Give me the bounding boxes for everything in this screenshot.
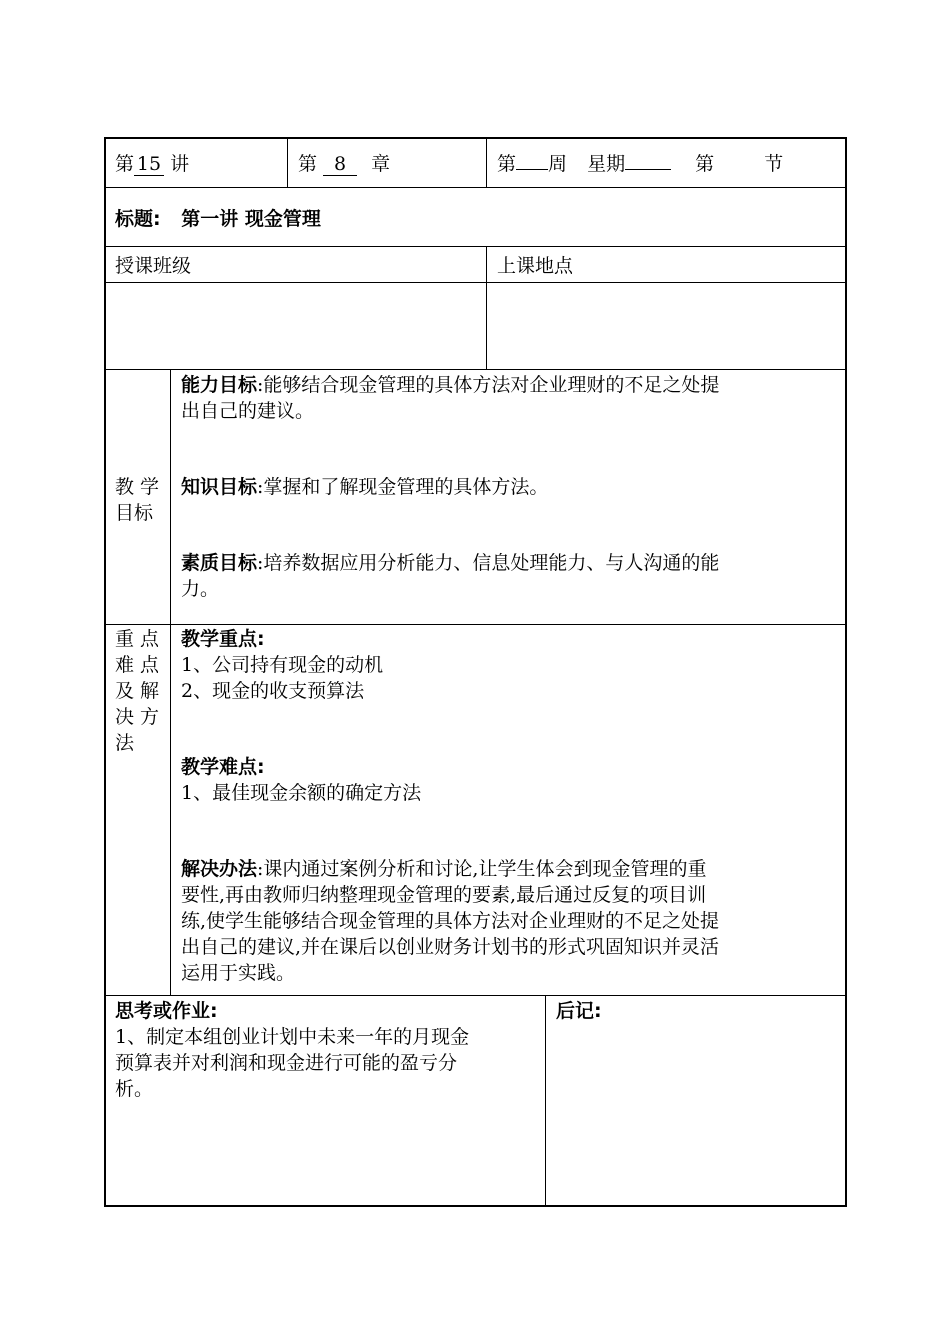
objectives-label-line2: 目标 <box>115 502 154 524</box>
title-label: 标题: <box>115 208 161 230</box>
class-label: 授课班级 <box>115 255 192 277</box>
location-label: 上课地点 <box>497 255 574 277</box>
quality-objective <box>181 550 719 602</box>
homework-line: 1、制定本组创业计划中未来一年的月现金 <box>115 1026 470 1048</box>
ability-objective <box>181 372 719 424</box>
difficulty-item: 1、最佳现金余额的确定方法 <box>181 782 422 804</box>
solution-line: 出自己的建议,并在课后以创业财务计划书的形式巩固知识并灵活 <box>181 936 720 958</box>
keypoints-label-line: 难 点 <box>115 654 160 676</box>
keypoints-label-line: 重 点 <box>115 628 160 650</box>
week-suffix: 周 <box>548 153 568 175</box>
focus-label: 教学重点: <box>181 628 265 650</box>
ability-text-line2: 出自己的建议。 <box>181 400 315 422</box>
solution-label: 解决办法 <box>181 858 258 880</box>
homework-label: 思考或作业: <box>115 1000 218 1022</box>
weekday-blank <box>625 169 671 170</box>
teaching-focus <box>181 626 383 704</box>
focus-item: 2、现金的收支预算法 <box>181 680 365 702</box>
homework-line: 析。 <box>115 1078 154 1100</box>
ability-label: 能力目标 <box>181 374 258 396</box>
knowledge-label: 知识目标 <box>181 476 258 498</box>
solution-line: 练,使学生能够结合现金管理的具体方法对企业理财的不足之处提 <box>181 910 720 932</box>
section-suffix: 节 <box>764 153 784 175</box>
solution-line: 运用于实践。 <box>181 962 296 984</box>
notes-label: 后记: <box>556 1000 602 1022</box>
keypoints-label <box>115 626 159 756</box>
keypoints-label-line: 法 <box>115 732 135 754</box>
homework-section <box>115 998 469 1102</box>
title-text: 第一讲 现金管理 <box>181 208 321 230</box>
page-title <box>115 206 321 232</box>
chapter-number: 8 <box>323 153 357 176</box>
solution-line: :课内通过案例分析和讨论,让学生体会到现金管理的重 <box>257 858 707 880</box>
schedule-cell <box>497 151 783 177</box>
lecture-number: 15 <box>134 153 164 176</box>
keypoints-label-line: 决 方 <box>115 706 160 728</box>
ability-text-line1: :能够结合现金管理的具体方法对企业理财的不足之处提 <box>257 374 720 396</box>
quality-text-line1: :培养数据应用分析能力、信息处理能力、与人沟通的能 <box>257 552 720 574</box>
quality-label: 素质目标 <box>181 552 258 574</box>
difficulty-label: 教学难点: <box>181 756 265 778</box>
teaching-difficulty <box>181 754 421 806</box>
keypoints-label-line: 及 解 <box>115 680 160 702</box>
objectives-label <box>115 474 159 526</box>
section-prefix: 第 <box>695 153 715 175</box>
chapter-suffix: 章 <box>371 153 391 175</box>
knowledge-text: :掌握和了解现金管理的具体方法。 <box>257 476 549 498</box>
lecture-prefix: 第 <box>115 153 135 175</box>
week-blank <box>516 169 548 170</box>
solution-method <box>181 856 719 986</box>
lecture-suffix: 讲 <box>170 153 190 175</box>
chapter-prefix: 第 <box>298 153 318 175</box>
solution-line: 要性,再由教师归纳整理现金管理的要素,最后通过反复的项目训 <box>181 884 707 906</box>
focus-item: 1、公司持有现金的动机 <box>181 654 384 676</box>
knowledge-objective <box>181 474 548 500</box>
quality-text-line2: 力。 <box>181 578 220 600</box>
weekday-label: 星期 <box>587 153 626 175</box>
week-prefix: 第 <box>497 153 517 175</box>
chapter-number-cell <box>298 151 390 177</box>
objectives-label-line1: 教 学 <box>115 476 160 498</box>
homework-line: 预算表并对利润和现金进行可能的盈亏分 <box>115 1052 458 1074</box>
lecture-number-cell <box>115 151 189 177</box>
